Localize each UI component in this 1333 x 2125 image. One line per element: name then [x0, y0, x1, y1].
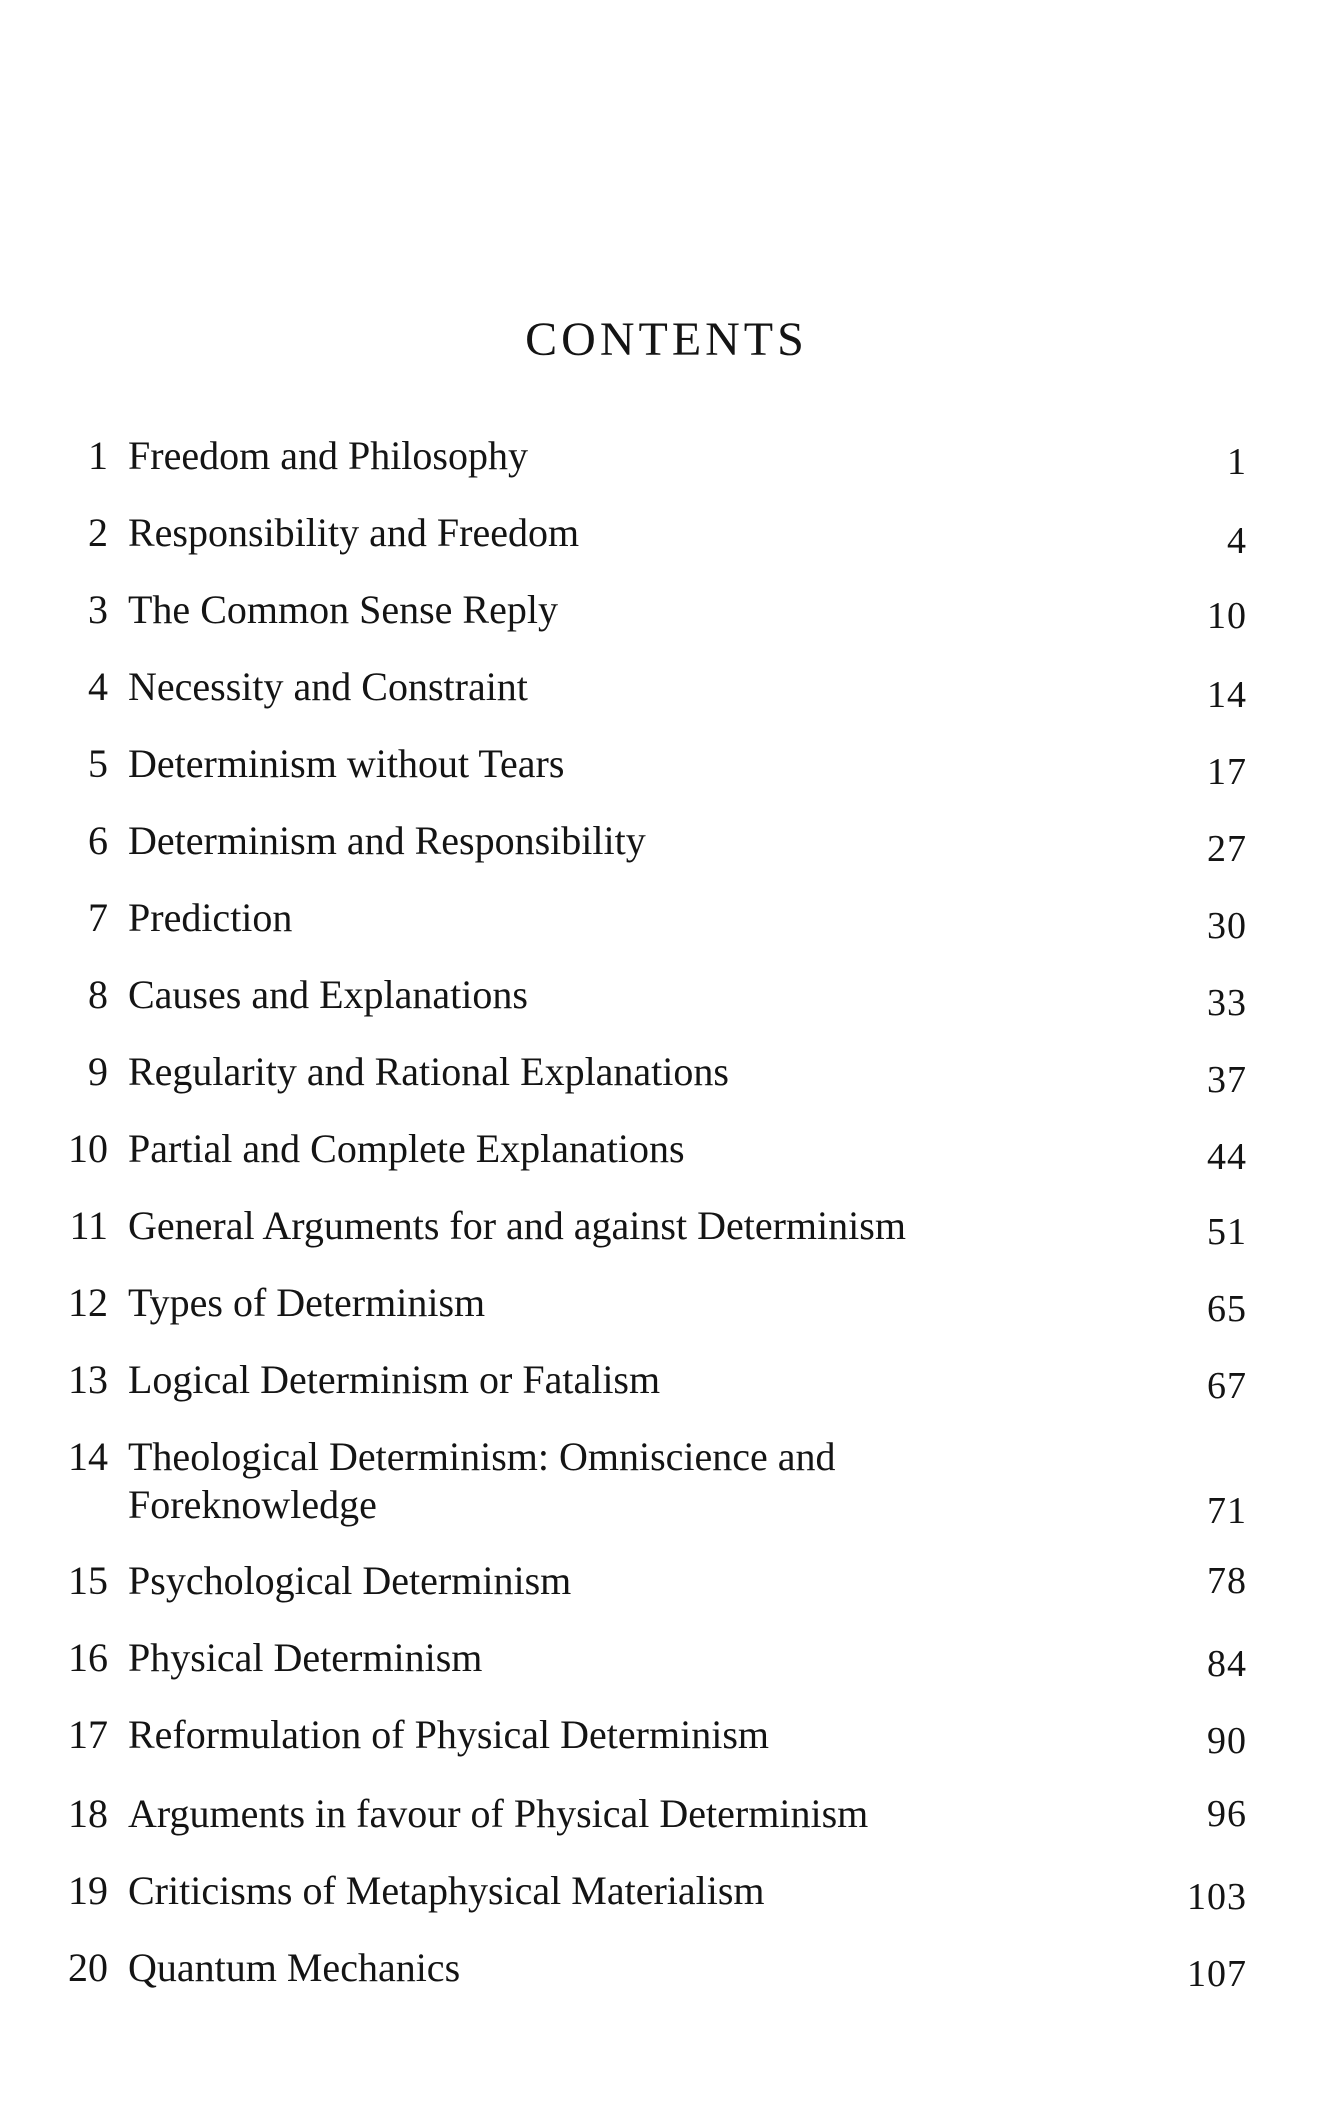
chapter-title: Responsibility and Freedom	[128, 510, 580, 555]
chapter-title: Quantum Mechanics	[128, 1945, 461, 1990]
chapter-number: 19	[68, 1868, 108, 1913]
page-number: 33	[1207, 982, 1247, 1024]
chapter-title-line1: Theological Determinism: Omniscience and	[128, 1434, 836, 1479]
chapter-number: 1	[88, 433, 108, 478]
chapter-title: Regularity and Rational Explanations	[128, 1049, 729, 1094]
chapter-title: Arguments in favour of Physical Determinism	[128, 1791, 869, 1836]
page-number: 71	[1207, 1490, 1247, 1532]
page-number: 51	[1207, 1211, 1247, 1253]
chapter-title: Psychological Determinism	[128, 1558, 572, 1603]
page-number: 90	[1207, 1720, 1247, 1762]
chapter-number: 20	[68, 1945, 108, 1990]
chapter-title: Necessity and Constraint	[128, 664, 528, 709]
chapter-title: Logical Determinism or Fatalism	[128, 1357, 661, 1402]
chapter-number: 14	[68, 1434, 108, 1479]
page-number: 107	[1187, 1953, 1247, 1995]
page-number: 27	[1207, 828, 1247, 870]
page-number: 103	[1187, 1876, 1247, 1918]
chapter-number: 12	[68, 1280, 108, 1325]
chapter-title: Types of Determinism	[128, 1280, 486, 1325]
chapter-title: Reformulation of Physical Determinism	[128, 1712, 769, 1757]
page-number: 44	[1207, 1136, 1247, 1178]
chapter-number: 6	[88, 818, 108, 863]
chapter-title: Freedom and Philosophy	[128, 433, 528, 478]
page-number: 37	[1207, 1059, 1247, 1101]
page-number: 17	[1207, 751, 1247, 793]
chapter-number: 15	[68, 1558, 108, 1603]
chapter-title	[128, 1433, 1048, 1529]
chapter-title: Criticisms of Metaphysical Materialism	[128, 1868, 765, 1913]
page-number: 84	[1207, 1643, 1247, 1685]
chapter-title: Partial and Complete Explanations	[128, 1126, 685, 1171]
chapter-number: 8	[88, 972, 108, 1017]
chapter-title: The Common Sense Reply	[128, 587, 558, 632]
chapter-title: Causes and Explanations	[128, 972, 528, 1017]
chapter-number: 4	[88, 664, 108, 709]
page-number: 65	[1207, 1288, 1247, 1330]
chapter-number: 2	[88, 510, 108, 555]
chapter-number: 5	[88, 741, 108, 786]
chapter-number: 11	[69, 1203, 108, 1248]
chapter-number: 13	[68, 1357, 108, 1402]
chapter-number: 18	[68, 1791, 108, 1836]
chapter-number: 9	[88, 1049, 108, 1094]
chapter-number: 7	[88, 895, 108, 940]
page-number: 14	[1207, 674, 1247, 716]
page-number: 4	[1227, 520, 1247, 562]
chapter-title: General Arguments for and against Determinism	[128, 1203, 906, 1248]
chapter-title: Determinism and Responsibility	[128, 818, 646, 863]
chapter-title-line2: Foreknowledge	[128, 1482, 377, 1527]
chapter-title: Prediction	[128, 895, 293, 940]
chapter-title: Determinism without Tears	[128, 741, 565, 786]
chapter-number: 10	[68, 1126, 108, 1171]
page-number: 78	[1207, 1560, 1247, 1602]
chapter-title: Physical Determinism	[128, 1635, 483, 1680]
chapter-number: 3	[88, 587, 108, 632]
page-number: 96	[1207, 1793, 1247, 1835]
page-number: 10	[1207, 595, 1247, 637]
page-number: 30	[1207, 905, 1247, 947]
page-number: 1	[1227, 441, 1247, 483]
chapter-number: 17	[68, 1712, 108, 1757]
chapter-number: 16	[68, 1635, 108, 1680]
page-number: 67	[1207, 1365, 1247, 1407]
page-title: CONTENTS	[525, 313, 808, 366]
